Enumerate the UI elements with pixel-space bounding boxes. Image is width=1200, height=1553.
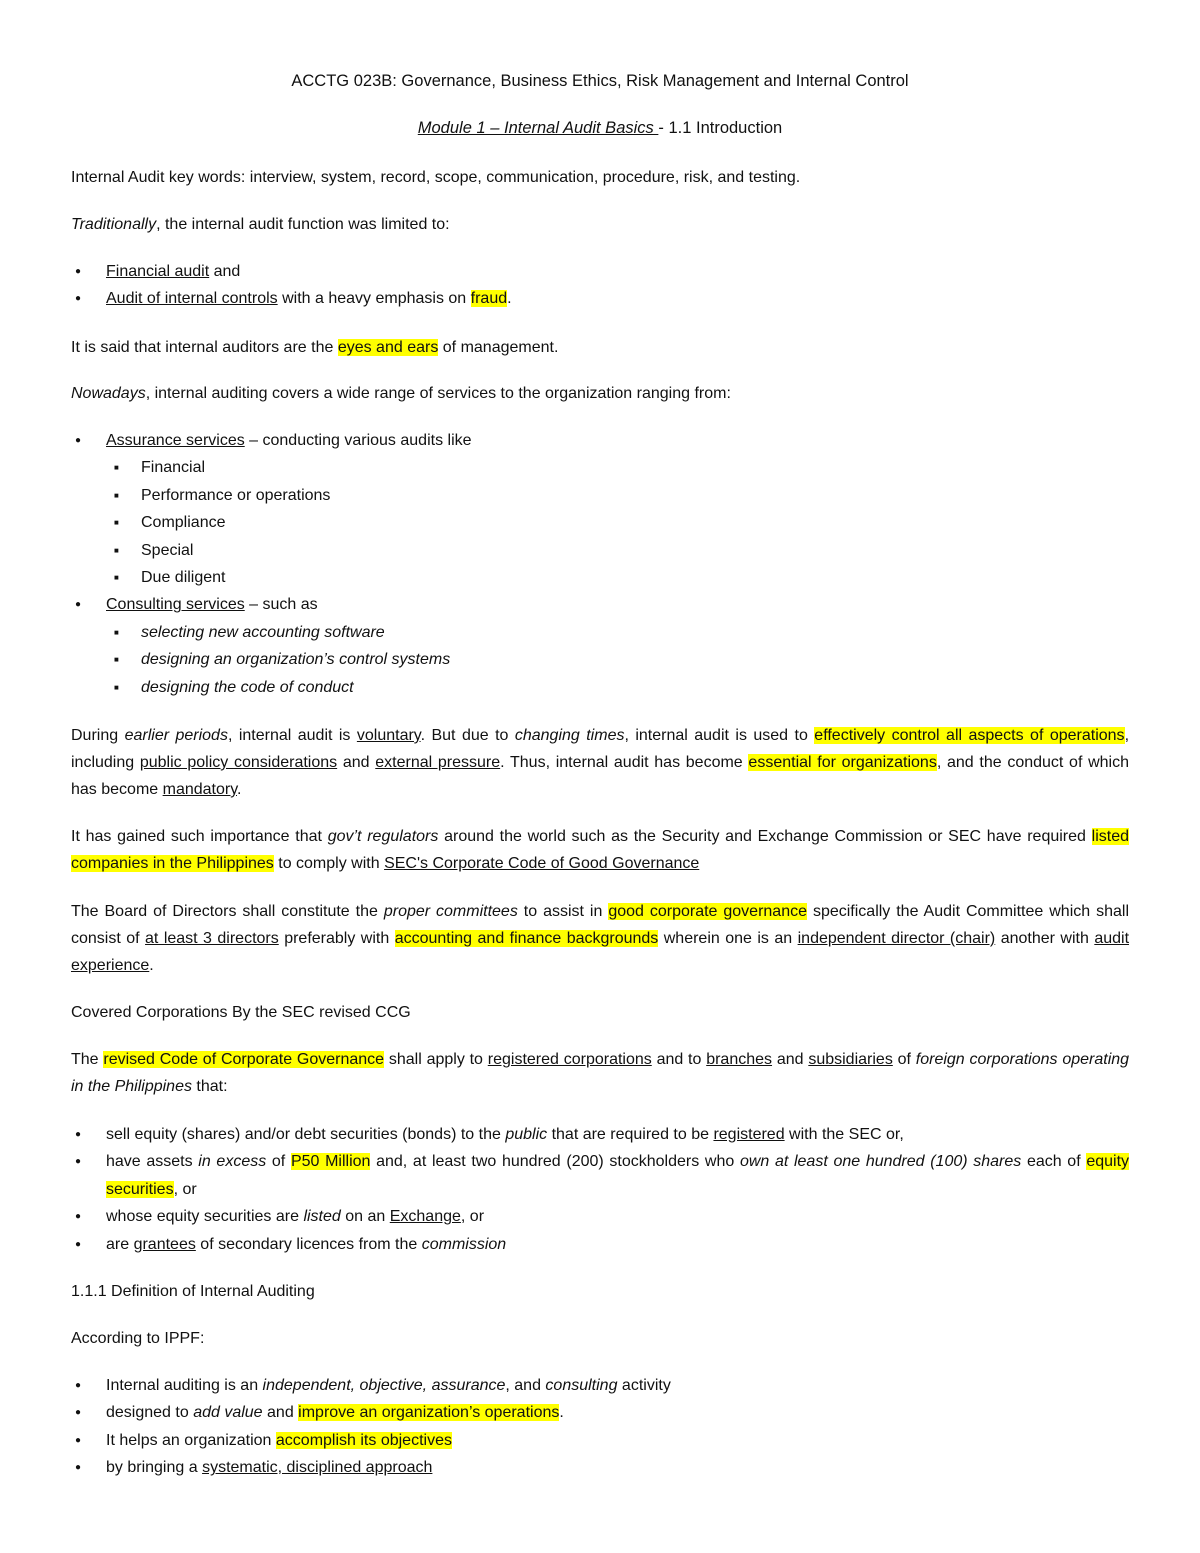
- underlined-term: systematic, disciplined approach: [202, 1459, 433, 1477]
- list-item-text: .: [507, 290, 512, 308]
- highlighted-text: revised Code of Corporate Governance: [103, 1051, 385, 1068]
- underlined-term: external pressure: [375, 754, 501, 771]
- eyes-ears-highlight: eyes and ears: [337, 339, 439, 356]
- list-item-text: and: [262, 1404, 299, 1422]
- according-ippf: According to IPPF:: [71, 1330, 205, 1347]
- list-item: [71, 1454, 1129, 1481]
- fraud-highlight: fraud: [470, 290, 508, 308]
- during-paragraph: [71, 722, 1129, 803]
- sub-list-item: ■ Due diligent: [71, 564, 1129, 591]
- list-item: [71, 1399, 1129, 1426]
- list-item-text: Internal auditing is an: [106, 1377, 263, 1394]
- underlined-term: branches: [706, 1051, 773, 1068]
- paragraph-text: . But due to: [420, 727, 515, 744]
- sub-list-item: ■ designing the code of conduct: [71, 674, 1129, 701]
- list-item-text: whose equity securities are: [106, 1208, 304, 1226]
- emphasis-text: own at least one hundred (100) shares: [739, 1153, 1022, 1171]
- underlined-term: subsidiaries: [808, 1051, 893, 1068]
- highlighted-text: accomplish its objectives: [275, 1431, 452, 1449]
- list-item: [71, 1231, 1129, 1258]
- paragraph-text: . Thus, internal audit has become: [500, 754, 749, 771]
- underlined-term: registered: [713, 1126, 785, 1143]
- list-item: [71, 1427, 1129, 1454]
- highlighted-text: good corporate governance: [608, 903, 807, 920]
- list-item-text: , or: [460, 1208, 485, 1226]
- underlined-term: public policy considerations: [139, 754, 338, 771]
- highlighted-text: accounting and finance backgrounds: [394, 930, 659, 947]
- emphasis-text: foreign corporations operating in the Philippines: [71, 1051, 1130, 1095]
- underlined-term: voluntary: [356, 727, 421, 744]
- highlighted-text: effectively control all aspects of operations: [814, 727, 1125, 744]
- emphasis-text: gov’t regulators: [327, 828, 439, 845]
- underlined-term: independent director (chair): [797, 930, 996, 947]
- paragraph-text: shall apply to: [384, 1051, 488, 1068]
- covered-heading: Covered Corporations By the SEC revised CCG: [71, 1004, 411, 1021]
- criteria-list: [71, 1121, 1129, 1258]
- underlined-term: at least 3 directors: [145, 930, 279, 947]
- list-item-text: designed to: [106, 1404, 194, 1422]
- paragraph-text: , internal audit is: [227, 727, 357, 744]
- section-title: 1.1 Introduction: [668, 119, 783, 137]
- highlighted-text: P50 Million: [290, 1153, 371, 1171]
- emphasis-text: in excess: [198, 1153, 267, 1171]
- paragraph-text: specifically the Audit Committee which shall consist of: [71, 903, 1129, 947]
- emphasis-text: changing times: [514, 727, 625, 744]
- emphasis-text: commission: [421, 1235, 507, 1253]
- list-item-text: are: [106, 1235, 134, 1253]
- list-item-text: – conducting various audits like: [244, 432, 472, 449]
- highlighted-text: improve an organization’s operations: [298, 1404, 560, 1422]
- paragraph-text: .: [149, 957, 154, 974]
- list-item-text: each of: [1021, 1153, 1087, 1171]
- paragraph-text: preferably with: [278, 930, 395, 947]
- list-item: [71, 1148, 1129, 1203]
- underlined-term: grantees: [133, 1235, 196, 1253]
- traditional-paragraph: [71, 211, 1129, 238]
- nowadays-lead: Nowadays: [71, 385, 146, 402]
- definition-heading: 1.1.1 Definition of Internal Auditing: [71, 1283, 315, 1300]
- emphasis-text: public: [505, 1126, 548, 1143]
- module-title: Module 1 – Internal Audit Basics: [417, 119, 659, 137]
- emphasis-text: listed: [303, 1208, 341, 1226]
- financial-audit-term: Financial audit: [106, 263, 210, 280]
- sub-list-item: ■ Financial: [71, 454, 1129, 481]
- list-item-text: with a heavy emphasis on: [277, 290, 471, 308]
- list-item-text: , and: [505, 1377, 546, 1394]
- underlined-term: audit experience: [71, 930, 1130, 974]
- assurance-services-term: Assurance services: [106, 432, 245, 449]
- list-item-text: activity: [617, 1377, 671, 1394]
- sub-list-item: ■ Performance or operations: [71, 482, 1129, 509]
- nowadays-paragraph: [71, 380, 1129, 407]
- list-item-text: – such as: [244, 596, 318, 614]
- emphasis-text: independent, objective, assurance: [262, 1377, 506, 1394]
- paragraph-text: another with: [995, 930, 1095, 947]
- list-item-text: by bringing a: [106, 1459, 203, 1477]
- module-separator: -: [658, 119, 669, 137]
- paragraph-text: , and the conduct of which has become: [71, 754, 1130, 798]
- list-item-text: and: [209, 263, 241, 280]
- paragraph-text: , including: [71, 727, 1130, 771]
- eyes-ears-paragraph: [71, 334, 1129, 361]
- paragraph-text: , internal auditing covers a wide range of services to the organization ranging from:: [145, 385, 731, 402]
- list-item: [71, 285, 1129, 312]
- sub-list-item: ■ selecting new accounting software: [71, 619, 1129, 646]
- highlighted-text: equity securities: [106, 1153, 1130, 1198]
- list-item-text: of secondary licences from the: [195, 1235, 422, 1253]
- list-item-text: that are required to be: [547, 1126, 714, 1143]
- emphasis-text: add value: [193, 1404, 263, 1422]
- list-item-text: , or: [173, 1180, 197, 1198]
- ippf-definition-list: [71, 1372, 1129, 1482]
- list-item: [71, 427, 1129, 454]
- underlined-term: mandatory: [162, 781, 238, 798]
- list-item-text: have assets: [106, 1153, 199, 1171]
- underlined-term: SEC's Corporate Code of Good Governance: [384, 855, 700, 872]
- services-list: [71, 427, 1129, 701]
- paragraph-text: that:: [191, 1078, 228, 1095]
- paragraph-text: of: [892, 1051, 916, 1068]
- sub-list-item: ■ designing an organization’s control systems: [71, 646, 1129, 673]
- list-item: [71, 591, 1129, 618]
- internal-controls-term: Audit of internal controls: [106, 290, 278, 308]
- paragraph-text: During: [71, 727, 125, 744]
- paragraph-text: The Board of Directors shall constitute the: [71, 903, 384, 920]
- list-item: [71, 258, 1129, 285]
- keywords-paragraph: Internal Audit key words: interview, system, record, scope, communication, procedure, risk, and testing.: [71, 169, 801, 186]
- paragraph-text: It has gained such importance that: [71, 828, 328, 845]
- paragraph-text: It is said that internal auditors are the: [71, 339, 338, 356]
- module-heading: [0, 119, 1200, 138]
- traditional-rest: , the internal audit function was limited to:: [156, 216, 450, 233]
- highlighted-text: essential for organizations: [748, 754, 937, 771]
- emphasis-text: consulting: [545, 1377, 618, 1394]
- list-item-text: with the SEC or,: [784, 1126, 904, 1143]
- paragraph-text: wherein one is an: [658, 930, 798, 947]
- traditional-lead: Traditionally: [71, 216, 157, 233]
- emphasis-text: earlier periods: [124, 727, 228, 744]
- list-item-text: of: [266, 1153, 291, 1171]
- list-item-text: sell equity (shares) and/or debt securities (bonds) to the: [106, 1126, 506, 1143]
- paragraph-text: .: [237, 781, 242, 798]
- list-item-text: on an: [340, 1208, 390, 1226]
- list-item: [71, 1121, 1129, 1148]
- paragraph-text: and: [772, 1051, 809, 1068]
- paragraph-text: , internal audit is used to: [624, 727, 815, 744]
- paragraph-text: and to: [651, 1051, 707, 1068]
- paragraph-text: and: [337, 754, 376, 771]
- sub-list-item: ■ Compliance: [71, 509, 1129, 536]
- list-item: [71, 1372, 1129, 1399]
- sub-list-item: ■ Special: [71, 537, 1129, 564]
- list-item-text: .: [559, 1404, 564, 1422]
- paragraph-text: of management.: [438, 339, 559, 356]
- paragraph-text: to assist in: [517, 903, 609, 920]
- traditional-list: [71, 258, 1129, 313]
- list-item-text: It helps an organization: [106, 1431, 276, 1449]
- course-title: ACCTG 023B: Governance, Business Ethics, Risk Management and Internal Control: [291, 72, 909, 90]
- paragraph-text: around the world such as the Security and Exchange Commission or SEC have required: [438, 828, 1092, 845]
- list-item-text: and, at least two hundred (200) stockholders who: [370, 1153, 740, 1171]
- revised-code-paragraph: [71, 1046, 1129, 1100]
- paragraph-text: to comply with: [273, 855, 385, 872]
- highlighted-text: listed companies in the Philippines: [71, 828, 1129, 872]
- paragraph-text: The: [71, 1051, 104, 1068]
- underlined-term: registered corporations: [487, 1051, 652, 1068]
- importance-paragraph: [71, 823, 1129, 877]
- underlined-term: Exchange: [389, 1208, 461, 1226]
- board-paragraph: [71, 898, 1129, 979]
- list-item: [71, 1203, 1129, 1230]
- consulting-services-term: Consulting services: [106, 596, 245, 614]
- emphasis-text: proper committees: [383, 903, 518, 920]
